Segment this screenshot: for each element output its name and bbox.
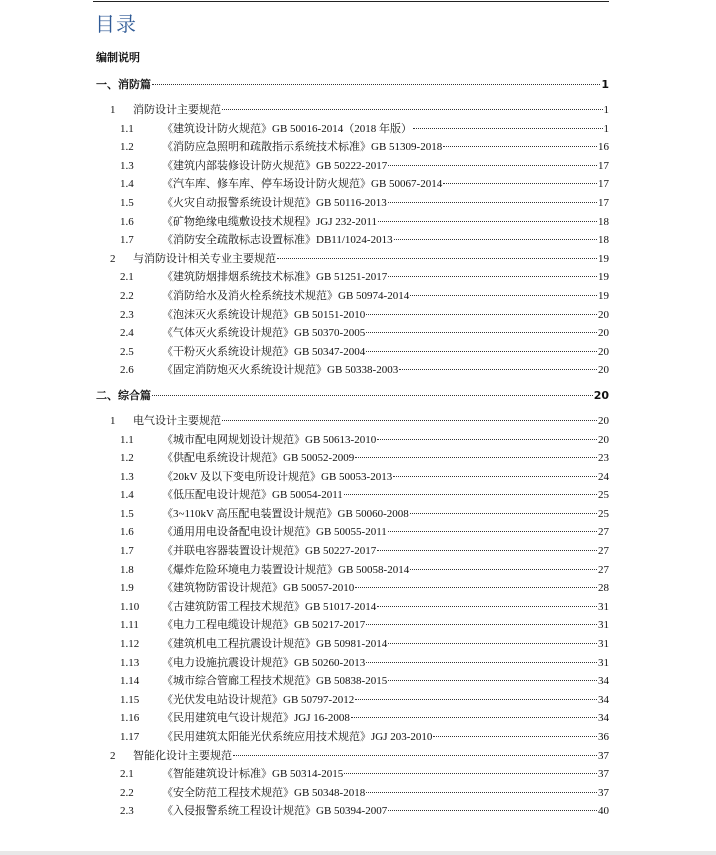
entry-number: 2 [110,252,116,265]
dot-leader [377,606,597,607]
entry-page-number: 19 [598,271,609,284]
entry-number: 1.16 [120,712,140,725]
entry-page-number: 27 [598,563,609,576]
entry-page-number: 28 [598,582,609,595]
entry-page-number: 18 [598,215,609,228]
entry-page-number: 31 [598,638,609,651]
entry-label: 消防设计主要规范 [133,104,221,116]
toc-item[interactable] [96,120,609,139]
dot-leader [152,84,600,85]
entry-label: 《建筑设计防火规范》GB 50016-2014（2018 年版） [162,122,412,135]
entry-number: 1 [110,104,116,116]
entry-number: 1.6 [120,215,134,228]
entry-label: 《光伏发电站设计规范》GB 50797-2012 [162,693,355,706]
entry-label: 与消防设计相关专业主要规范 [133,252,276,265]
entry-number: 1.10 [120,600,140,613]
entry-page-number: 27 [598,545,609,558]
entry-label: 《气体灭火系统设计规范》GB 50370-2005 [162,327,366,340]
entry-number: 2.2 [120,289,134,302]
dot-leader [377,439,597,440]
toc-item[interactable] [96,486,609,505]
entry-label: 《汽车库、修车库、停车场设计防火规范》GB 50067-2014 [162,178,443,191]
entry-page-number: 20 [598,414,609,427]
toc-item[interactable] [96,157,609,176]
toc-item[interactable] [96,542,609,561]
entry-number: 1.2 [120,141,134,154]
entry-number: 1.1 [120,433,134,446]
toc-item[interactable] [96,505,609,524]
dot-leader [366,624,597,625]
entry-page-number: 18 [598,234,609,247]
toc-item[interactable] [96,523,609,542]
dot-leader [277,258,597,259]
dot-leader [394,239,597,240]
entry-label: 《电力设施抗震设计规范》GB 50260-2013 [162,656,366,669]
entry-page-number: 34 [598,675,609,688]
entry-label: 《建筑机电工程抗震设计规范》GB 50981-2014 [162,638,388,651]
dot-leader [433,736,597,737]
entry-page-number: 34 [598,693,609,706]
dot-leader [355,699,597,700]
dot-leader [222,420,597,421]
entry-label: 《泡沫灭火系统设计规范》GB 50151-2010 [162,308,366,321]
entry-number: 1.13 [120,656,140,669]
entry-label: 《城市综合管廊工程技术规范》GB 50838-2015 [162,675,388,688]
dot-leader [388,643,597,644]
toc-item[interactable] [96,449,609,468]
entry-number: 1.1 [120,122,134,135]
entry-page-number: 31 [598,600,609,613]
entry-page-number: 17 [598,159,609,172]
dot-leader [399,369,597,370]
entry-label: 《消防给水及消火栓系统技术规范》GB 50974-2014 [162,289,410,302]
entry-page-number: 34 [598,712,609,725]
toc-item[interactable] [96,306,609,325]
toc-item[interactable] [96,765,609,784]
entry-label: 《消防安全疏散标志设置标准》DB11/1024-2013 [162,234,393,247]
entry-page-number: 31 [598,619,609,632]
entry-number: 2.1 [120,768,134,781]
entry-page-number: 20 [598,327,609,340]
toc-item[interactable] [96,468,609,487]
table-of-contents [96,75,609,821]
toc-item[interactable] [96,728,609,747]
entry-label: 《建筑物防雷设计规范》GB 50057-2010 [162,582,355,595]
toc-item[interactable] [96,691,609,710]
toc-item[interactable] [96,138,609,157]
dot-leader [152,395,593,396]
dot-leader [393,476,597,477]
toc-item[interactable] [96,598,609,617]
toc-chapter[interactable] [96,412,609,431]
entry-label: 《通用用电设备配电设计规范》GB 50055-2011 [162,526,387,539]
entry-page-number: 40 [598,805,609,818]
dot-leader [366,792,597,793]
entry-page-number: 37 [598,768,609,781]
page-title: 目录 [95,12,137,36]
entry-number: 1.15 [120,693,140,706]
entry-number: 2.5 [120,345,134,358]
entry-label: 《电力工程电缆设计规范》GB 50217-2017 [162,619,366,632]
toc-item[interactable] [96,635,609,654]
entry-page-number: 27 [598,526,609,539]
toc-item[interactable] [96,324,609,343]
entry-label: 《民用建筑电气设计规范》JGJ 16-2008 [162,712,350,725]
entry-page-number: 31 [598,656,609,669]
entry-page-number: 20 [598,364,609,377]
dot-leader [366,662,597,663]
dot-leader [355,587,597,588]
entry-label: 《智能建筑设计标准》GB 50314-2015 [162,768,344,781]
dot-leader [443,183,597,184]
dot-leader [366,314,597,315]
dot-leader [378,221,597,222]
entry-number: 1.5 [120,196,134,209]
dot-leader [388,165,597,166]
entry-page-number: 20 [593,388,609,402]
entry-label: 《民用建筑太阳能光伏系统应用技术规范》JGJ 203-2010 [162,731,433,743]
dot-leader [377,550,597,551]
entry-label: 《供配电系统设计规范》GB 50052-2009 [162,452,355,465]
toc-item[interactable] [96,431,609,450]
entry-label: 智能化设计主要规范 [133,749,232,762]
dot-leader [410,295,597,296]
dot-leader [351,717,597,718]
toc-item[interactable] [96,343,609,362]
toc-item[interactable] [96,802,609,821]
dot-leader [344,494,597,495]
toc-item[interactable] [96,672,609,691]
entry-number: 1.5 [120,507,134,520]
dot-leader [355,457,597,458]
entry-page-number: 20 [598,345,609,358]
entry-number: 1 [110,414,116,427]
entry-label: 《火灾自动报警系统设计规范》GB 50116-2013 [162,196,387,209]
entry-page-number: 25 [598,507,609,520]
toc-entry-intro[interactable]: 编制说明 [96,51,140,64]
entry-page-number: 19 [598,252,609,265]
entry-number: 1.3 [120,470,134,483]
entry-number: 1.7 [120,545,134,558]
toc-item[interactable] [96,561,609,580]
dot-leader [366,332,597,333]
toc-item[interactable] [96,361,609,380]
entry-label: 《20kV 及以下变电所设计规范》GB 50053-2013 [162,470,393,483]
entry-number: 1.8 [120,563,134,576]
entry-label: 《古建筑防雷工程技术规范》GB 51017-2014 [162,600,377,613]
entry-page-number: 1 [601,78,609,91]
toc-item[interactable] [96,231,609,250]
toc-item[interactable] [96,579,609,598]
entry-number: 1.9 [120,582,134,595]
entry-label: 《固定消防炮灭火系统设计规范》GB 50338-2003 [162,364,399,377]
entry-page-number: 1 [603,122,609,135]
entry-number: 2.3 [120,308,134,321]
dot-leader [413,128,603,129]
toc-part[interactable] [96,75,609,95]
toc-item[interactable] [96,213,609,232]
entry-number: 2.2 [120,786,134,799]
entry-page-number: 16 [598,141,609,154]
entry-number: 1.3 [120,159,134,172]
entry-number: 1.14 [120,675,140,688]
entry-page-number: 36 [598,731,609,743]
toc-item[interactable] [96,654,609,673]
dot-leader [233,755,597,756]
toc-item[interactable] [96,268,609,287]
entry-label: 《消防应急照明和疏散指示系统技术标准》GB 51309-2018 [162,141,443,154]
entry-label: 《干粉灭火系统设计规范》GB 50347-2004 [162,345,366,358]
entry-number: 1.6 [120,526,134,539]
toc-item[interactable] [96,175,609,194]
entry-label: 《低压配电设计规范》GB 50054-2011 [162,489,343,502]
entry-number: 2.4 [120,327,134,340]
entry-label: 《3~110kV 高压配电装置设计规范》GB 50060-2008 [162,507,409,520]
entry-page-number: 20 [598,433,609,446]
entry-label: 《建筑内部装修设计防火规范》GB 50222-2017 [162,159,388,172]
entry-number: 1.7 [120,234,134,247]
entry-number: 2.1 [120,271,134,284]
dot-leader [388,276,597,277]
entry-page-number: 20 [598,308,609,321]
dot-leader [388,680,597,681]
entry-label: 电气设计主要规范 [133,414,221,427]
dot-leader [443,146,597,147]
entry-page-number: 17 [598,178,609,191]
dot-leader [410,513,597,514]
entry-page-number: 37 [598,786,609,799]
entry-page-number: 23 [598,452,609,465]
entry-number: 1.4 [120,178,134,191]
dot-leader [222,109,603,110]
entry-number: 1.12 [120,638,140,651]
entry-label: 《入侵报警系统工程设计规范》GB 50394-2007 [162,805,388,818]
toc-item[interactable] [96,287,609,306]
dot-leader [388,810,597,811]
entry-page-number: 1 [603,104,609,116]
entry-page-number: 17 [598,196,609,209]
entry-page-number: 37 [598,749,609,762]
entry-number: 2.6 [120,364,134,377]
entry-label: 《建筑防烟排烟系统技术标准》GB 51251-2017 [162,271,388,284]
toc-item[interactable] [96,194,609,213]
entry-number: 1.4 [120,489,134,502]
dot-leader [344,773,597,774]
entry-page-number: 25 [598,489,609,502]
toc-chapter[interactable] [96,101,609,120]
entry-label: 二、综合篇 [96,388,151,402]
entry-number: 1.17 [120,731,140,743]
entry-page-number: 24 [598,470,609,483]
entry-number: 2.3 [120,805,134,818]
entry-label: 一、消防篇 [96,78,151,91]
entry-label: 《安全防范工程技术规范》GB 50348-2018 [162,786,366,799]
toc-item[interactable] [96,616,609,635]
dot-leader [388,202,597,203]
entry-label: 《爆炸危险环境电力装置设计规范》GB 50058-2014 [162,563,410,576]
entry-label: 《城市配电网规划设计规范》GB 50613-2010 [162,433,377,446]
toc-item[interactable] [96,709,609,728]
toc-part[interactable] [96,386,609,406]
entry-label: 《矿物绝缘电缆敷设技术规程》JGJ 232-2011 [162,215,378,228]
entry-number: 1.11 [120,619,139,632]
entry-number: 2 [110,749,116,762]
dot-leader [366,351,597,352]
top-rule [93,1,609,2]
page-bottom-edge [0,851,716,855]
dot-leader [388,531,597,532]
dot-leader [410,569,597,570]
entry-number: 1.2 [120,452,134,465]
entry-page-number: 19 [598,289,609,302]
toc-item[interactable] [96,784,609,803]
toc-chapter[interactable] [96,747,609,766]
toc-chapter[interactable] [96,250,609,269]
entry-label: 《并联电容器装置设计规范》GB 50227-2017 [162,545,377,558]
